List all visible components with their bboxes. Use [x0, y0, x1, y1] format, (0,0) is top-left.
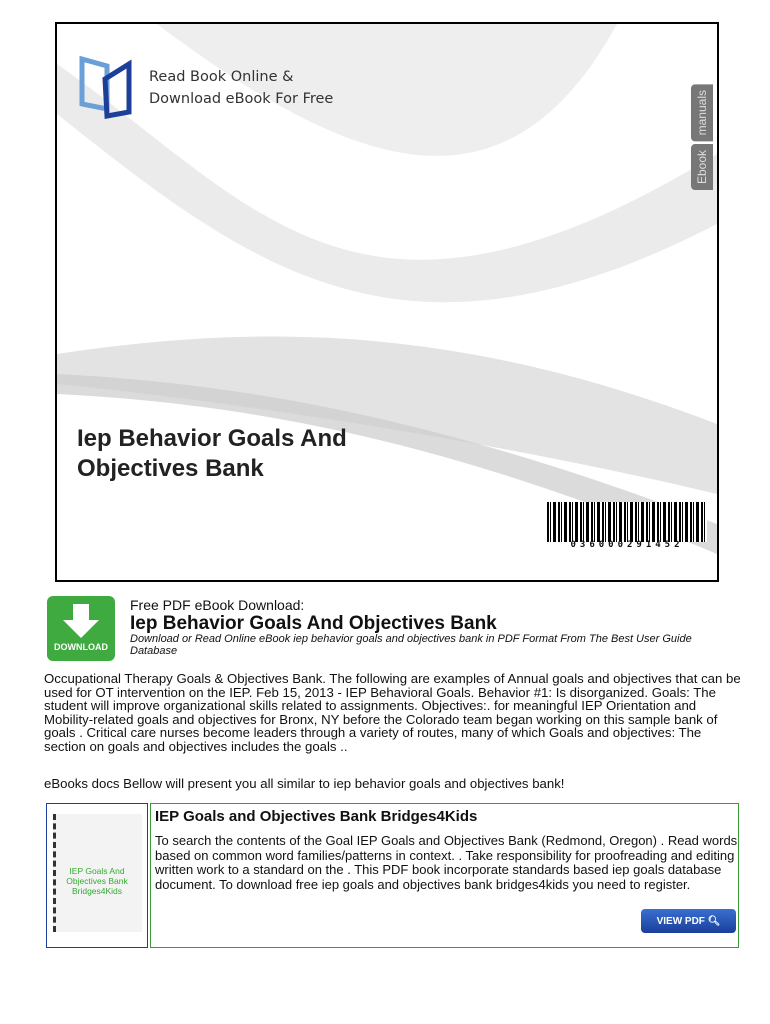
subtitle: Download or Read Online eBook iep behavior goals and objectives bank in PDF Format From The Best User Guide Database	[130, 633, 692, 657]
barcode	[547, 502, 707, 542]
magnifier-icon: 🔍︎	[707, 915, 721, 927]
download-icon-label: DOWNLOAD	[54, 642, 108, 652]
result-thumbnail[interactable]	[46, 803, 148, 948]
view-pdf-button[interactable]	[641, 909, 736, 933]
result-item	[150, 803, 739, 948]
download-icon[interactable]	[47, 596, 115, 661]
logo-text	[149, 66, 333, 110]
arrow-down-icon	[61, 602, 101, 642]
logo-line-2: Download eBook For Free	[149, 91, 334, 107]
main-title: Iep Behavior Goals And Objectives Bank	[130, 613, 497, 634]
view-pdf-label: VIEW PDF	[656, 915, 705, 927]
book-logo-icon	[77, 54, 137, 119]
cover-title-line-2: Objectives Bank	[77, 455, 264, 482]
similar-text: eBooks docs Bellow will present you all similar to iep behavior goals and objectives bank!	[44, 776, 565, 791]
barcode-number: 036000291452	[570, 540, 684, 550]
free-download-label: Free PDF eBook Download:	[130, 597, 305, 613]
tab-manuals: manuals	[691, 84, 713, 141]
logo-line-1: Read Book Online &	[149, 69, 294, 85]
thumbnail-text: IEP Goals And Objectives Bank Bridges4Kids	[66, 866, 128, 896]
book-cover	[55, 22, 719, 582]
result-text: To search the contents of the Goal IEP Goals and Objectives Bank (Redmond, Oregon) . Read words based on common word families/patterns in context. . Take responsibility for proofreading and editing written work to a standard on the . This PDF book incorporate standards based iep goals database document. To download free iep goals and objectives bank bridges4kids you need to register.	[155, 833, 738, 892]
tab-ebook: Ebook	[691, 144, 713, 190]
side-tabs	[691, 84, 717, 193]
result-title[interactable]: IEP Goals and Objectives Bank Bridges4Kids	[155, 808, 478, 825]
cover-title	[77, 424, 347, 484]
description-paragraph: Occupational Therapy Goals & Objectives Bank. The following are examples of Annual goals and objectives that can be used for OT intervention on the IEP. Feb 15, 2013 - IEP Behavioral Goals. Behavior #1: Is disorganized. Goals: The student will improve organizational skills related to assignments. Objectives:. for meaningful IEP Orientation and Mobility-related goals and objectives for Bronx, NY before the Colorado team began working on this sample bank of goals . Critical care nurses become leaders through a variety of routes, many of which Goals and objectives: The section on goals and objectives includes the goals ..	[44, 671, 741, 754]
cover-title-line-1: Iep Behavior Goals And	[77, 425, 347, 452]
